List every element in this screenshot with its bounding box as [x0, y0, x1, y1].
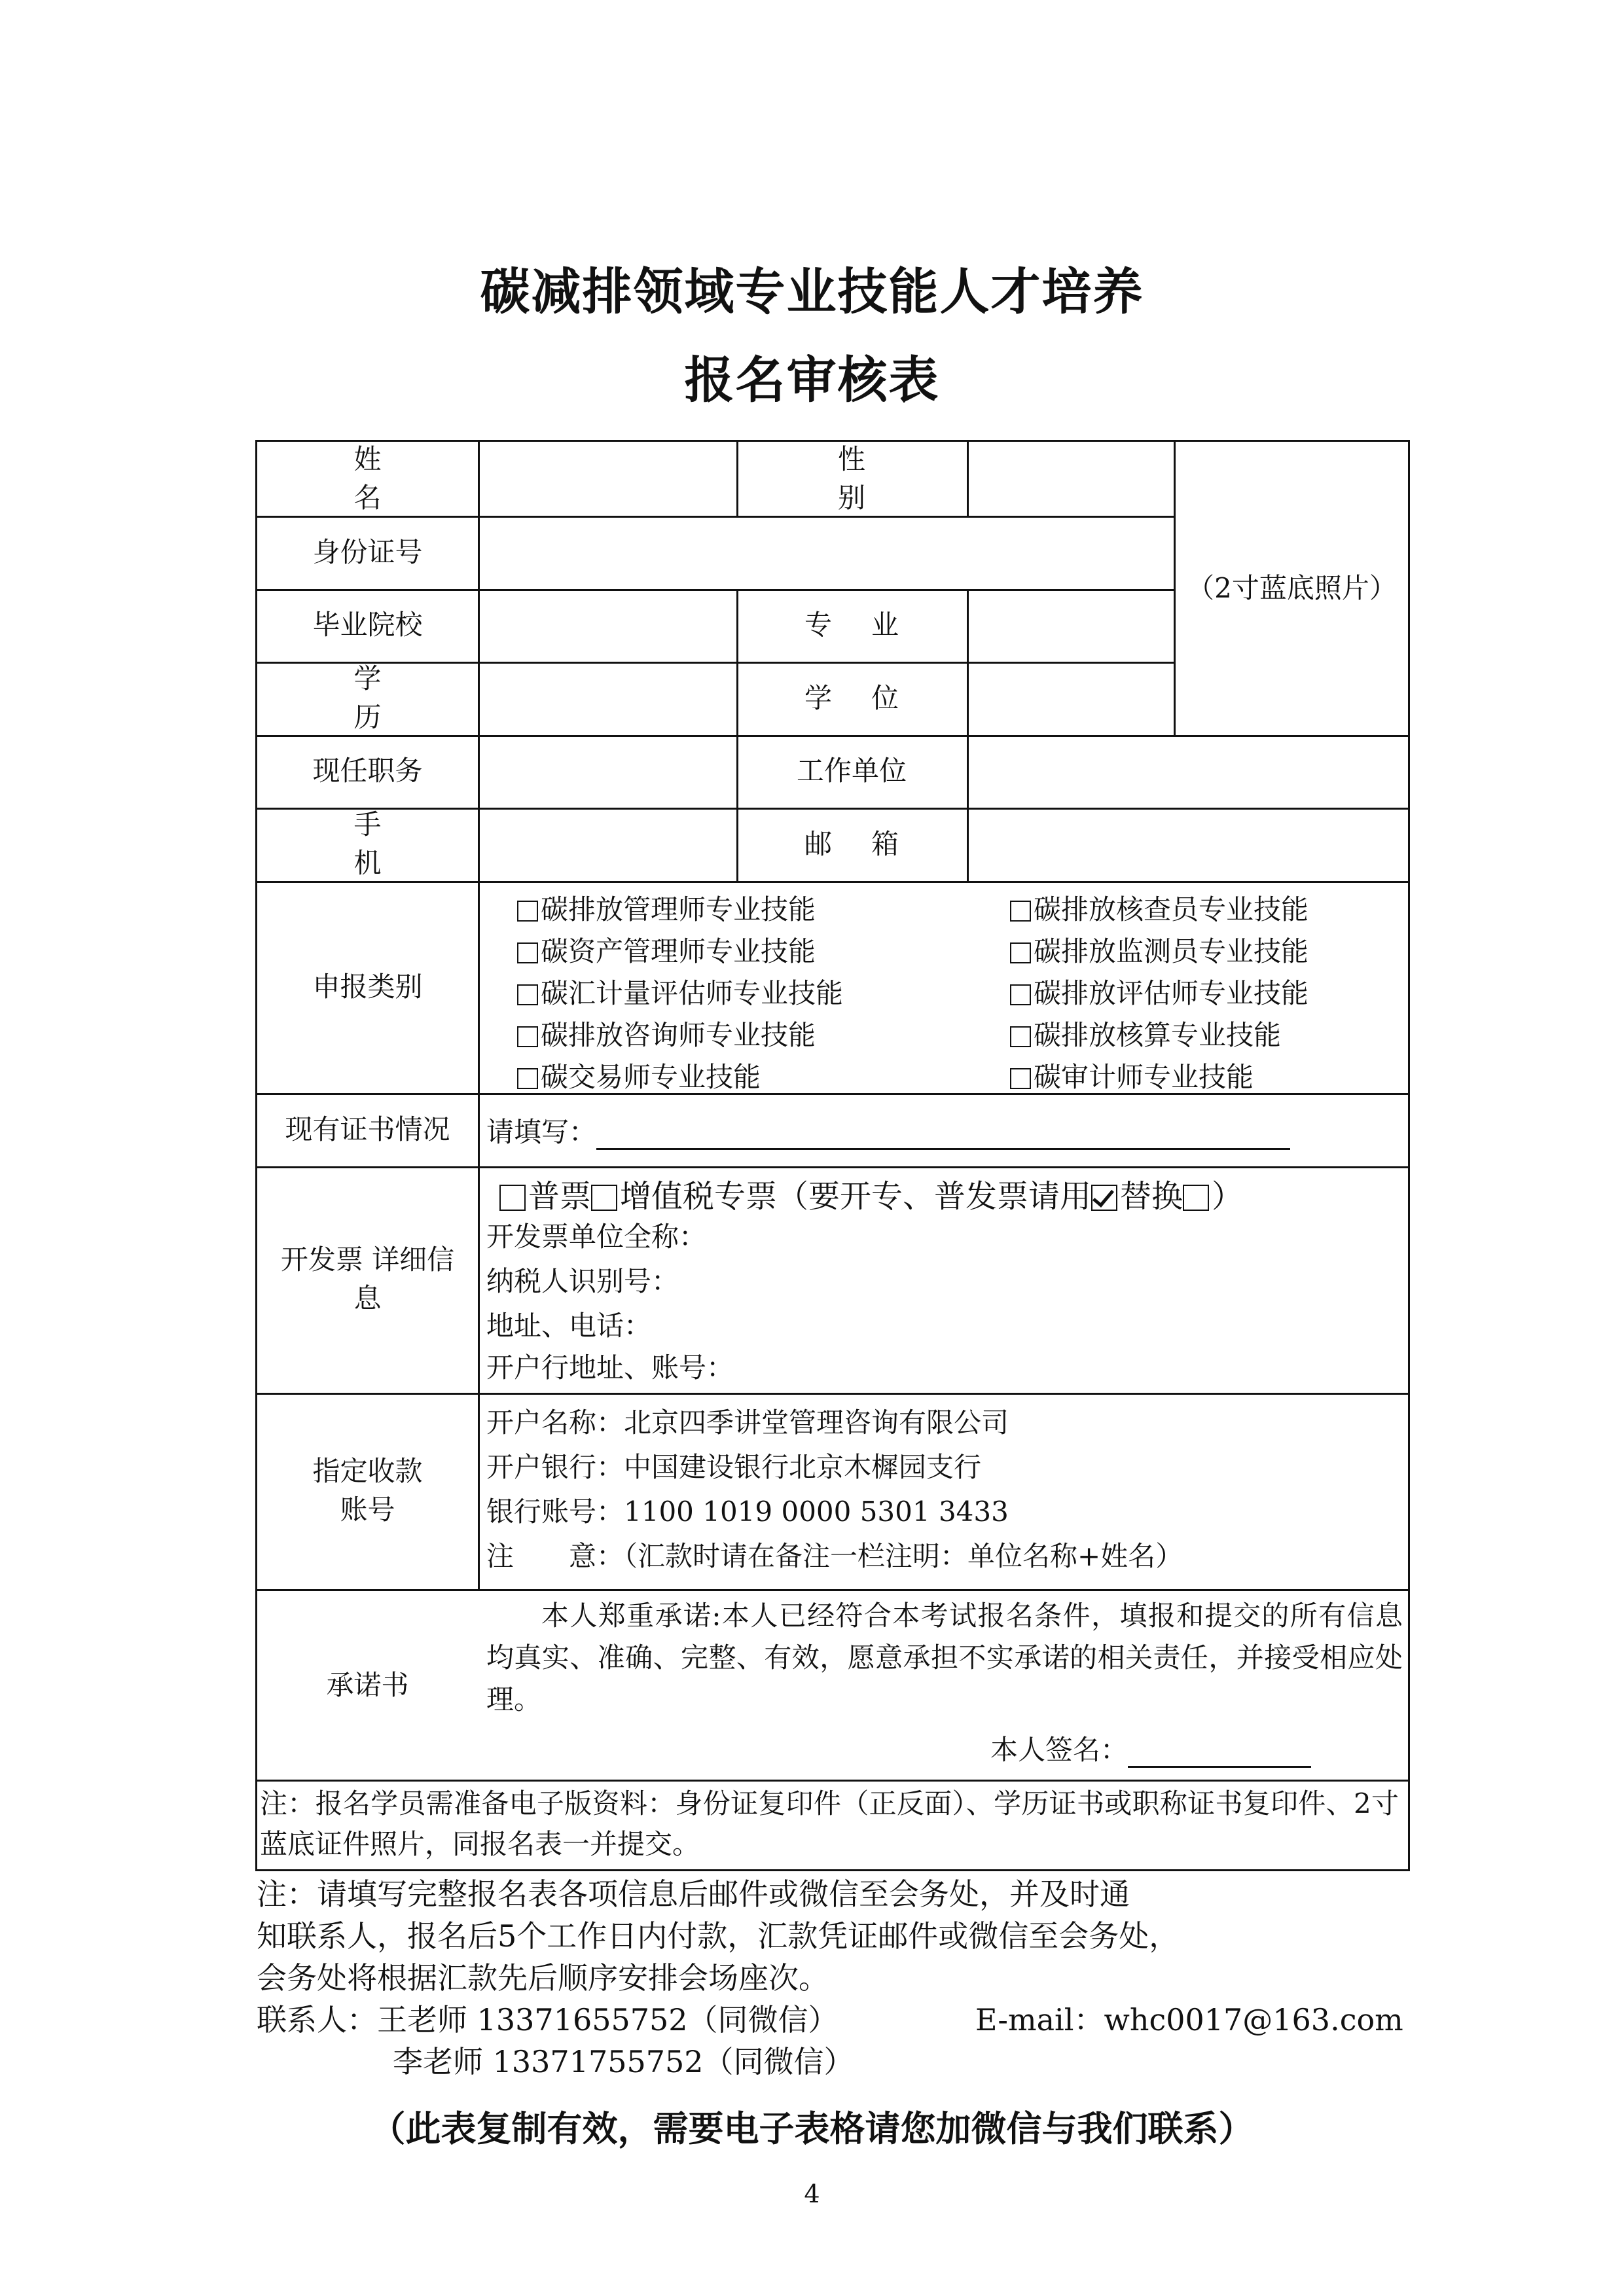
phone-label: 手机	[353, 808, 441, 879]
education-label: 学历	[353, 662, 441, 733]
contact-li: 李老师 13371755752（同微信）	[393, 2044, 854, 2079]
school-label: 毕业院校	[312, 609, 423, 641]
footer-note-line1: 注：请填写完整报名表各项信息后邮件或微信至会务处，并及时通	[257, 1876, 1130, 1912]
education-input[interactable]	[478, 662, 736, 735]
document-title: 碳减排领域专业技能人才培养	[480, 262, 1144, 321]
checkbox-icon	[1183, 1185, 1209, 1211]
gender-label: 性别	[837, 442, 924, 514]
pledge-label: 承诺书	[326, 1668, 409, 1701]
id-number-input[interactable]	[478, 516, 1174, 589]
contact-wang: 联系人：王老师 13371655752（同微信）	[257, 2002, 839, 2037]
employer-input[interactable]	[967, 735, 1410, 808]
checkbox-icon[interactable]	[1010, 1026, 1031, 1047]
footer-note-line3: 会务处将根据汇款先后顺序安排会场座次。	[257, 1960, 829, 1996]
position-input[interactable]	[478, 735, 736, 808]
checkbox-icon[interactable]	[517, 901, 538, 922]
category-label: 申报类别	[312, 970, 423, 1003]
school-input[interactable]	[478, 589, 736, 662]
checkmark-box-icon	[1091, 1185, 1117, 1211]
category-option[interactable]: 碳排放评估师专业技能	[1010, 972, 1308, 1011]
checkbox-icon[interactable]	[517, 942, 538, 963]
gender-input[interactable]	[967, 442, 1174, 516]
table-note: 注：报名学员需准备电子版资料：身份证复印件（正反面）、学历证书或职称证书复印件、2寸蓝底证件照片，同报名表一并提交。	[260, 1787, 1399, 1860]
category-option[interactable]: 碳汇计量评估师专业技能	[517, 972, 843, 1011]
pledge-text: 本人郑重承诺:本人已经符合本考试报名条件，填报和提交的所有信息均真实、准确、完整、有效，愿意承担不实承诺的相关责任，并接受相应处理。	[486, 1600, 1403, 1715]
account-label: 指定收款账号	[312, 1455, 423, 1526]
category-option[interactable]: 碳排放核算专业技能	[1010, 1014, 1281, 1053]
account-number: 银行账号：1100 1019 0000 5301 3433	[486, 1496, 1009, 1528]
category-option[interactable]: 碳审计师专业技能	[1010, 1056, 1254, 1095]
email-input[interactable]	[967, 808, 1410, 881]
category-option[interactable]: 碳交易师专业技能	[517, 1056, 761, 1095]
checkbox-icon[interactable]	[517, 1068, 538, 1089]
invoice-address-phone-field[interactable]: 地址、电话：	[486, 1310, 652, 1342]
document-subtitle: 报名审核表	[684, 351, 940, 409]
employer-label: 工作单位	[796, 755, 907, 787]
name-label: 姓名	[353, 442, 441, 514]
major-label: 专业	[804, 609, 938, 641]
major-input[interactable]	[967, 589, 1174, 662]
photo-area[interactable]: （2寸蓝底照片）	[1187, 571, 1397, 604]
checkbox-icon[interactable]	[1010, 1068, 1031, 1089]
category-option[interactable]: 碳排放咨询师专业技能	[517, 1014, 816, 1053]
checkbox-icon[interactable]	[517, 1026, 538, 1047]
category-option[interactable]: 碳排放核查员专业技能	[1010, 888, 1308, 927]
phone-input[interactable]	[478, 808, 736, 881]
signature-field[interactable]: 本人签名：	[990, 1729, 1311, 1768]
checkbox-icon[interactable]	[1010, 901, 1031, 922]
certificate-label: 现有证书情况	[285, 1113, 450, 1145]
bottom-note: （此表复制有效，需要电子表格请您加微信与我们联系）	[370, 2108, 1254, 2149]
name-input[interactable]	[478, 442, 736, 516]
id-number-label: 身份证号	[312, 535, 423, 568]
checkbox-icon[interactable]	[1010, 942, 1031, 963]
table-note-box	[255, 1780, 1410, 1871]
position-label: 现任职务	[312, 755, 423, 787]
checkbox-icon[interactable]	[1010, 984, 1031, 1005]
invoice-company-field[interactable]: 开发票单位全称：	[486, 1221, 707, 1253]
registration-form-table	[255, 440, 1410, 1782]
category-option[interactable]: 碳排放监测员专业技能	[1010, 930, 1308, 969]
account-bank: 开户银行：中国建设银行北京木樨园支行	[486, 1451, 982, 1483]
account-name: 开户名称：北京四季讲堂管理咨询有限公司	[486, 1407, 1009, 1439]
contact-email[interactable]: E-mail：whc0017@163.com	[975, 2002, 1403, 2037]
email-label: 邮箱	[804, 827, 938, 860]
signature-input[interactable]	[1128, 1737, 1311, 1768]
certificate-field[interactable]: 请填写：	[486, 1111, 1290, 1150]
checkbox-icon[interactable]	[517, 984, 538, 1005]
degree-input[interactable]	[967, 662, 1410, 735]
invoice-label: 开发票 详细信息	[280, 1244, 455, 1314]
certificate-input[interactable]	[596, 1119, 1290, 1150]
invoice-type-selector: 普票 增值税专票（要开专、普发票请用 替换 ）	[499, 1171, 1243, 1216]
invoice-taxpayer-id-field[interactable]: 纳税人识别号：	[486, 1265, 679, 1297]
checkbox-vat-invoice[interactable]	[591, 1185, 617, 1211]
category-option[interactable]: 碳排放管理师专业技能	[517, 888, 816, 927]
invoice-bank-account-field[interactable]: 开户行地址、账号：	[486, 1352, 734, 1384]
checkbox-plain-invoice[interactable]	[499, 1185, 526, 1211]
footer-note-line2: 知联系人，报名后5个工作日内付款，汇款凭证邮件或微信至会务处，	[257, 1918, 1180, 1954]
account-note: 注 意：（汇款时请在备注一栏注明：单位名称+姓名）	[486, 1540, 1183, 1572]
category-option[interactable]: 碳资产管理师专业技能	[517, 930, 816, 969]
degree-label: 学位	[804, 681, 938, 714]
page-number: 4	[804, 2179, 820, 2208]
